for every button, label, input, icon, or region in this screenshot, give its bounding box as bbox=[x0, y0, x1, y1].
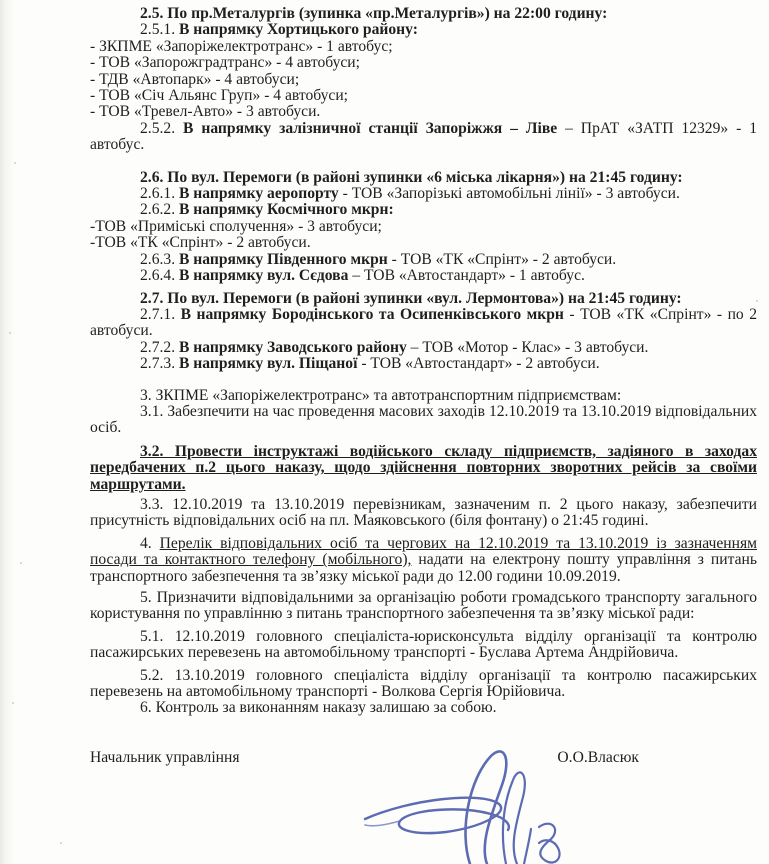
para-number: 2.5.2. bbox=[140, 119, 184, 137]
bold-underlined-text: 3.2. Провести інструктажі водійського складу підприємств, задіяного в заходах передбачених п.2 цього наказу, щодо здійснення повторних зворотних рейсів за своїми маршрутами. bbox=[90, 442, 757, 493]
para-number: 2.5.1. bbox=[140, 21, 179, 39]
carrier-list-item: - ЗКПМЕ «Запоріжелектротранс» - 1 автобус; bbox=[90, 37, 393, 55]
para-text: – ПрАТ «ЗАТП 12329» - 1 автобус. bbox=[90, 119, 758, 154]
para-number: 2.6.3. bbox=[140, 250, 179, 268]
para-number: 2.6.1. bbox=[140, 185, 179, 203]
para-number: 2.6.2. bbox=[140, 201, 179, 219]
direction-bold: В напрямку Хортицького району: bbox=[178, 21, 418, 39]
direction-bold: В напрямку вул. Сєдова bbox=[178, 267, 349, 285]
para-5-2: 5.2. 13.10.2019 головного спеціаліста відділу організації та контролю пасажирських перевезень на автомобільному транспорті - Волкова Сергія Юрійовича. bbox=[90, 666, 757, 701]
direction-bold: В напрямку аеропорту bbox=[178, 185, 339, 203]
para-3-3: 3.3. 12.10.2019 та 13.10.2019 перевізникам, зазначеним п. 2 цього наказу, забезпечити присутність відповідальних осіб на пл. Маяковського (біля фонтану) о 21:45 годині. bbox=[90, 495, 757, 530]
direction-bold: В напрямку Південного мкрн bbox=[178, 250, 388, 268]
carrier-list-item: -ТОВ «ТК «Спрінт» - 2 автобуси. bbox=[90, 234, 311, 252]
carrier-list-item: - ТОВ «Січ Альянс Груп» - 4 автобуси; bbox=[90, 87, 349, 105]
direction-bold: В напрямку Космічного мкрн: bbox=[178, 201, 394, 219]
direction-bold: В напрямку Бородінського та Осипенківського мкрн bbox=[180, 305, 564, 323]
scan-speckle bbox=[14, 162, 16, 164]
section-2-7-title: 2.7. По вул. Перемоги (в районі зупинки «вул. Лермонтова») на 21:45 годину: bbox=[140, 289, 682, 307]
section-2-7-heading bbox=[90, 291, 757, 307]
direction-bold: В напрямку Заводського району bbox=[178, 338, 407, 356]
para-3: 3. ЗКПМЕ «Запоріжелектротранс» та автотранспортним підприємствам: bbox=[140, 386, 622, 404]
para-text: – ТОВ «Мотор - Клас» - 3 автобуси. bbox=[406, 338, 649, 356]
para-text: - ТОВ «ТК «Спрінт» - по 2 автобуси. bbox=[90, 305, 758, 340]
para-number: 4. bbox=[140, 534, 160, 552]
para-2-6-4 bbox=[90, 268, 757, 284]
signer-name: О.О.Власюк bbox=[557, 748, 639, 766]
carrier-list-item: - ТОВ «Тревел-Авто» - 3 автобуси. bbox=[90, 103, 321, 121]
signer-position: Начальник управління bbox=[90, 748, 240, 766]
carrier-list-item: - ТДВ «Автопарк» - 4 автобуси; bbox=[90, 70, 300, 88]
para-2-6-1 bbox=[90, 186, 757, 202]
carrier-list-item: - ТОВ «Запорожградтранс» - 4 автобуси; bbox=[90, 54, 360, 72]
para-number: 2.7.2. bbox=[140, 338, 179, 356]
para-3-2 bbox=[90, 444, 757, 493]
para-2-7-1 bbox=[90, 307, 757, 340]
scan-speckle bbox=[20, 562, 22, 564]
underlined-text: Перелік відповідальних осіб та чергових на 12.10.2019 та 13.10.2019 із зазначенням посади та контактного телефону (мобільного), bbox=[90, 534, 757, 569]
para-number: 2.6.4. bbox=[140, 267, 179, 285]
para-2-5-1 bbox=[90, 22, 757, 38]
section-2-5-title: 2.5. По пр.Металургів (зупинка «пр.Металургів») на 22:00 годину: bbox=[140, 5, 608, 22]
para-2-6-3 bbox=[90, 252, 757, 268]
para-number: 2.7.1. bbox=[140, 305, 181, 323]
para-number: 2.7.3. bbox=[140, 355, 179, 373]
section-2-6-heading bbox=[90, 170, 757, 186]
scan-speckle bbox=[12, 702, 14, 704]
carrier-list-item: -ТОВ «Приміські сполучення» - 3 автобуси; bbox=[90, 217, 382, 235]
direction-bold: В напрямку залізничної станції Запоріжжя – Ліве bbox=[183, 119, 558, 137]
para-text: - ТОВ «Запорізькі автомобільні лінії» - 3 автобуси. bbox=[338, 185, 680, 203]
para-2-7-2 bbox=[90, 340, 757, 356]
para-text: - ТОВ «Автостандарт» - 2 автобуси. bbox=[357, 355, 600, 373]
para-2-7-3 bbox=[90, 356, 757, 372]
para-2-5-2 bbox=[90, 121, 757, 154]
para-text: – ТОВ «Автостандарт» - 1 автобус. bbox=[348, 267, 585, 285]
para-6: 6. Контроль за виконанням наказу залишаю за собою. bbox=[140, 699, 497, 717]
para-5: 5. Призначити відповідальними за організацію роботи громадського транспорту загального користування по управлінню з питань транспортного забезпечення та зв’язку міської ради: bbox=[90, 589, 757, 623]
para-text: надати на електрону пошту управління з питань транспортного забезпечення та зв’язку міської ради до 12.00 години 10.09.2019. bbox=[90, 551, 758, 585]
para-3-1: 3.1. Забезпечити на час проведення масових заходів 12.10.2019 та 13.10.2019 відповідальних осіб. bbox=[90, 402, 757, 437]
section-2-6-title: 2.6. По вул. Перемоги (в районі зупинки «6 міська лікарня») на 21:45 годину: bbox=[140, 168, 683, 186]
para-2-6-2 bbox=[90, 202, 757, 218]
section-2-5-heading bbox=[90, 6, 757, 22]
scan-speckle bbox=[9, 332, 11, 334]
para-text: - ТОВ «ТК «Спрінт» - 2 автобуси. bbox=[387, 250, 617, 268]
handwritten-signature-ink bbox=[340, 735, 570, 864]
scan-speckle bbox=[60, 842, 62, 844]
para-5-1: 5.1. 12.10.2019 головного спеціаліста-юрисконсульта відділу організації та контролю пасажирських перевезень на автомобільному транспорті - Буслава Артема Андрійовича. bbox=[90, 627, 757, 662]
para-4 bbox=[90, 536, 757, 585]
direction-bold: В напрямку вул. Піщаної bbox=[178, 355, 358, 373]
document-body bbox=[90, 6, 757, 766]
